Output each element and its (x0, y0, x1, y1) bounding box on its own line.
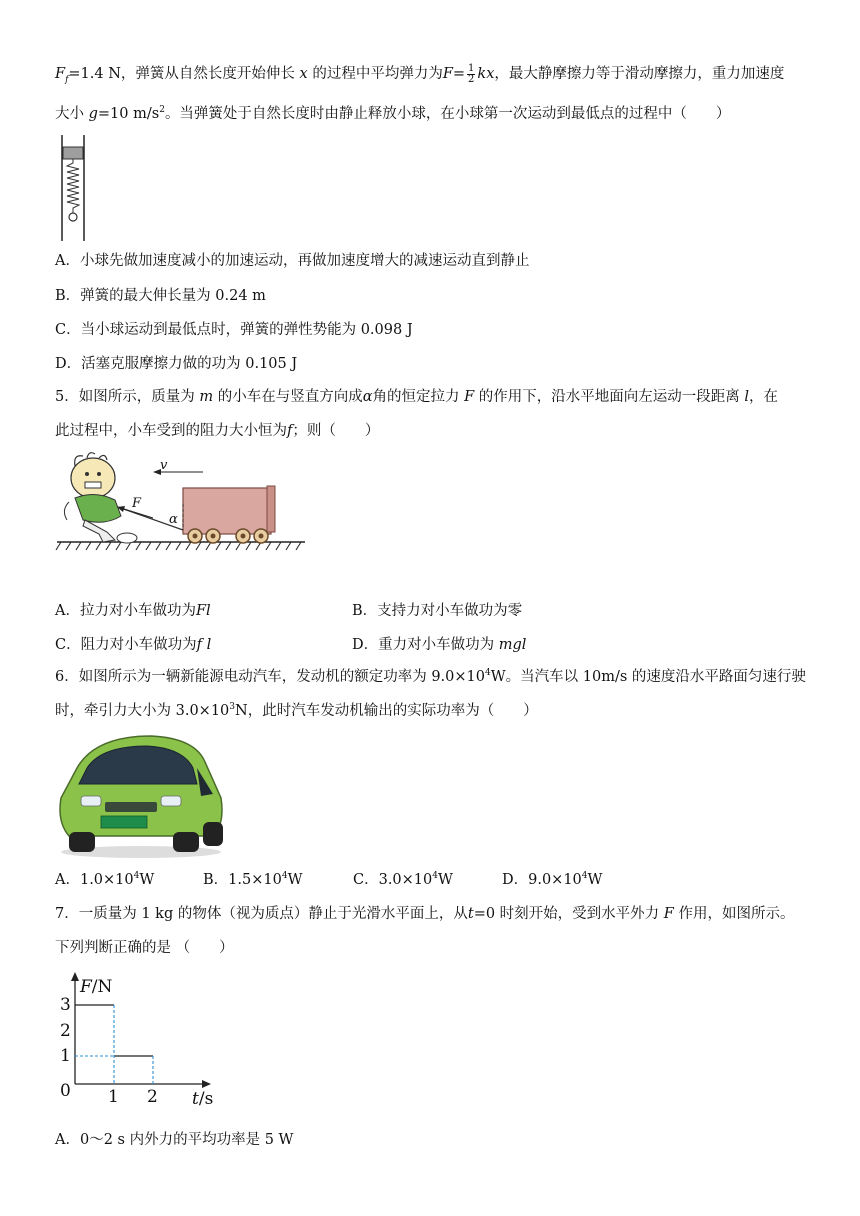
q5-option-d[interactable]: D．重力对小车做功为 mgl (352, 637, 527, 653)
q4-line-2: 大小 g=10 $m/s^2$。当弹簧处于自然长度时由静止释放小球，在小球第一次运动到最低点的过程中（ ） (55, 105, 731, 122)
velocity-label: v (160, 458, 168, 473)
q7-line-2: 下列判断正确的是 （ ） (55, 940, 234, 956)
q5-option-a[interactable]: A．拉力对小车做功为Fl (55, 603, 211, 619)
q5-line-2: 此过程中，小车受到的阻力大小恒为f；则（ ） (55, 423, 380, 439)
q4-option-b[interactable]: B．弹簧的最大伸长量为 0.24 m (55, 288, 266, 304)
graph-y-tick-3: 3 (60, 995, 71, 1015)
q6-option-a[interactable]: A．$1.0\times 10^4W$ (55, 871, 155, 888)
graph-x-tick-2: 2 (147, 1087, 158, 1107)
graph-x-axis-label: t/s (192, 1089, 214, 1109)
q4-line-1: $F_f=1.4$ N，弹簧从自然长度开始伸长 x 的过程中平均弹力为F= $\frac{1}{2}$ kx，最大静摩擦力等于滑动摩擦力，重力加速度 (55, 62, 785, 85)
electric-car-figure (55, 732, 227, 860)
q6-option-c[interactable]: C．$3.0\times 10^4W$ (353, 871, 453, 888)
q7-line-1: 7．一质量为 1 kg 的物体（视为质点）静止于光滑水平面上，从t=0 时刻开始，受到水平外力 F 作用，如图所示。 (55, 906, 795, 922)
fraction-half: $\frac{1}{2}$ (468, 62, 475, 85)
q4-option-c[interactable]: C．当小球运动到最低点时，弹簧的弹性势能为 0.098 J (55, 322, 413, 338)
graph-origin-label: 0 (60, 1081, 71, 1101)
force-label: F (132, 496, 142, 511)
spring-piston-figure (58, 133, 88, 243)
graph-y-tick-1: 1 (60, 1046, 71, 1066)
angle-label: α (169, 512, 178, 527)
q4-option-d[interactable]: D．活塞克服摩擦力做的功为 0.105 J (55, 356, 298, 372)
graph-y-tick-2: 2 (60, 1021, 71, 1041)
q7-option-a[interactable]: A．0～2 s 内外力的平均功率是 5 W (55, 1132, 294, 1148)
q6-line-1: 6．如图所示为一辆新能源电动汽车，发动机的额定功率为 $9.0\times 10^4W$。当汽车以 10m/s 的速度沿水平路面匀速行驶 (55, 668, 806, 685)
boy-pulling-cart-figure (55, 450, 310, 555)
q5-option-b[interactable]: B．支持力对小车做功为零 (352, 603, 523, 619)
q6-option-b[interactable]: B．$1.5\times 10^4W$ (203, 871, 303, 888)
q6-line-2: 时，牵引力大小为 $3.0\times 10^3N$，此时汽车发动机输出的实际功率为（ ） (55, 702, 538, 719)
q5-line-1: 5．如图所示，质量为 m 的小车在与竖直方向成α角的恒定拉力 F 的作用下，沿水平地面向左运动一段距离 l，在 (55, 389, 779, 405)
graph-x-tick-1: 1 (108, 1087, 119, 1107)
graph-y-axis-label: F/N (80, 977, 113, 997)
q5-option-c[interactable]: C．阻力对小车做功为f l (55, 637, 212, 653)
q6-option-d[interactable]: D．$9.0\times 10^4W$ (502, 871, 603, 888)
q4-option-a[interactable]: A．小球先做加速度减小的加速运动，再做加速度增大的减速运动直到静止 (55, 253, 530, 269)
